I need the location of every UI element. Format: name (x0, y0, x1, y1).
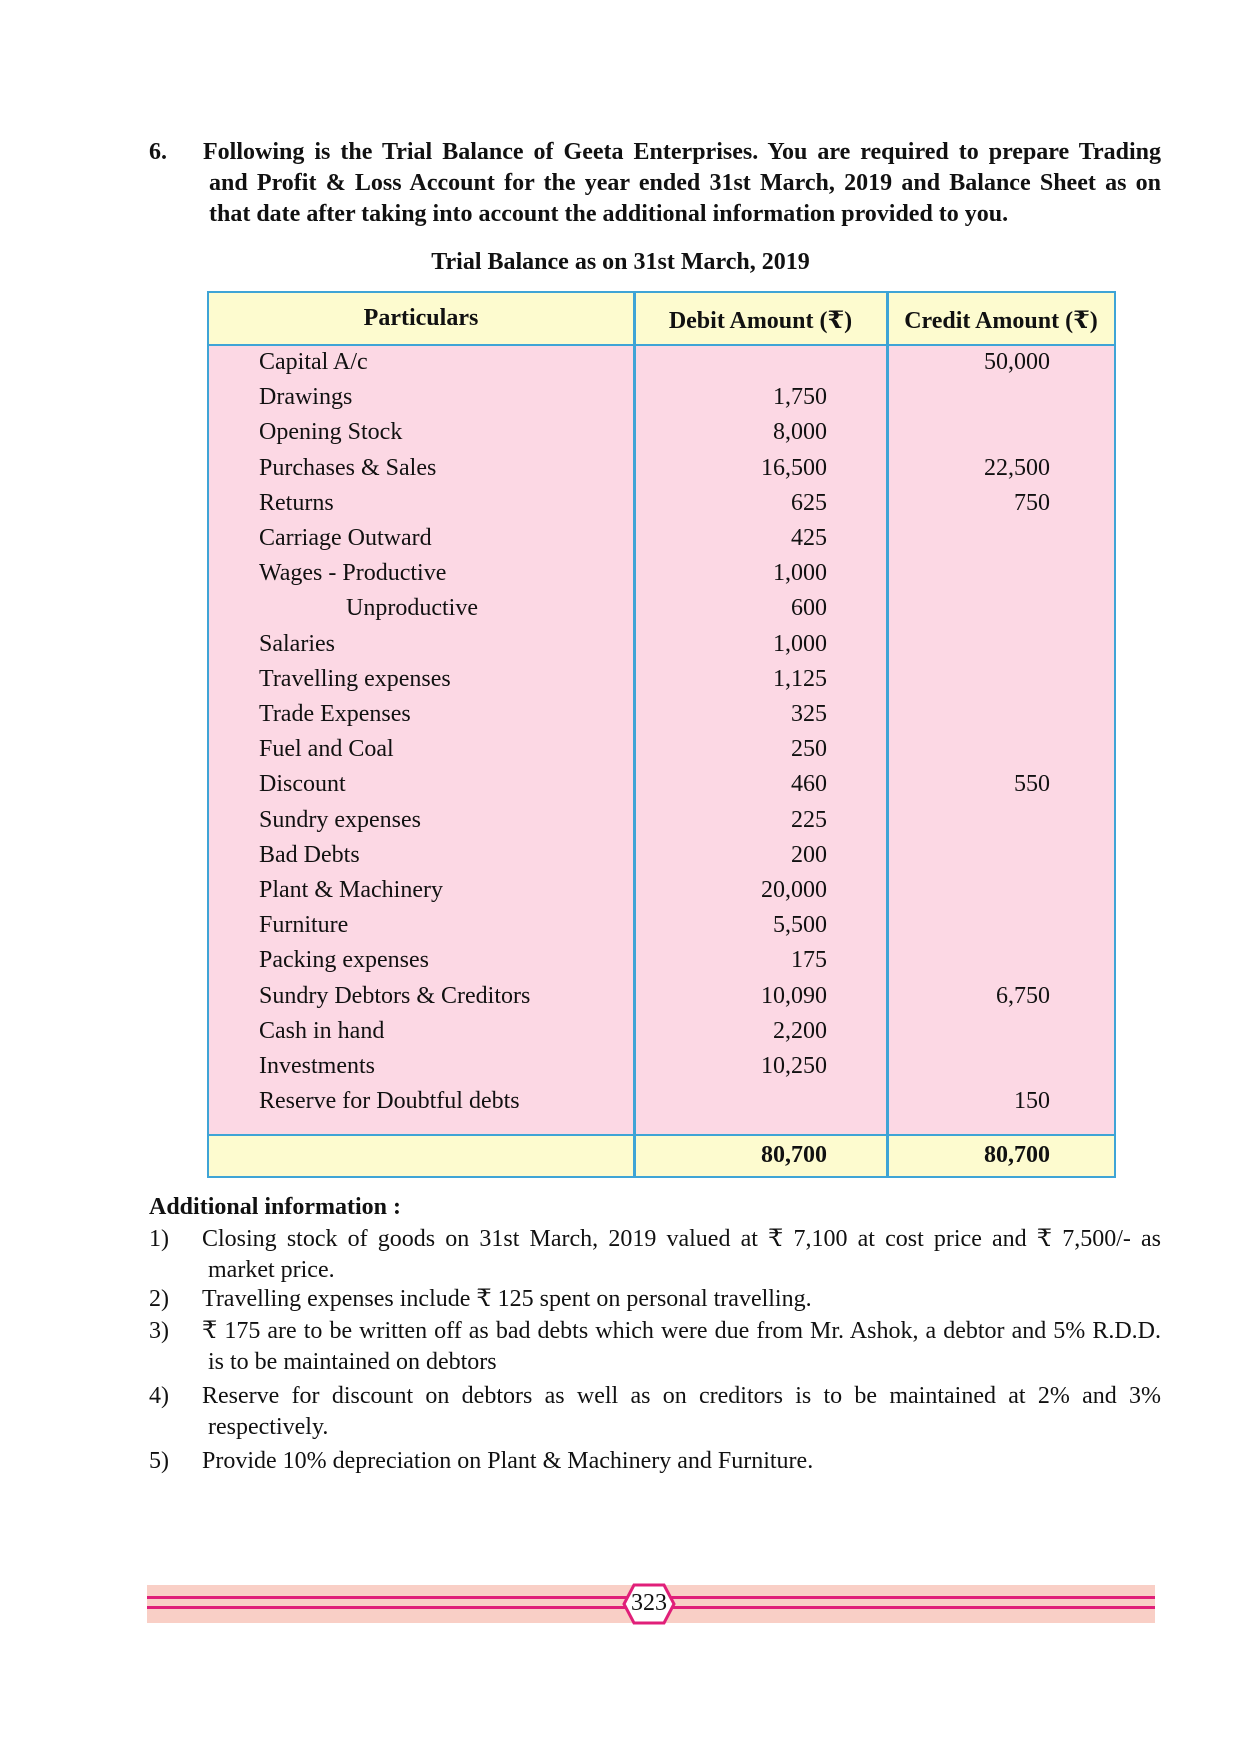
table-row (209, 628, 1114, 663)
cell-credit: 750 (1014, 489, 1050, 516)
table-row (209, 980, 1114, 1015)
cell-credit: 6,750 (996, 982, 1050, 1009)
cell-particulars: Bad Debts (259, 841, 360, 868)
cell-particulars: Unproductive (346, 595, 478, 622)
cell-particulars: Furniture (259, 912, 349, 939)
table-row (209, 487, 1114, 522)
table-row (209, 1015, 1114, 1050)
table-row (209, 381, 1114, 416)
cell-debit: 1,000 (773, 560, 827, 587)
cell-debit: 200 (791, 841, 827, 868)
cell-credit: 150 (1014, 1088, 1050, 1115)
cell-credit: 550 (1014, 771, 1050, 798)
column-divider (633, 293, 636, 1176)
cell-debit: 225 (791, 806, 827, 833)
cell-debit: 1,750 (773, 384, 827, 411)
column-divider (886, 293, 889, 1176)
table-row (209, 346, 1114, 381)
page-number-badge (614, 1582, 684, 1626)
table-row (209, 522, 1114, 557)
table-row (209, 733, 1114, 768)
table-row (209, 909, 1114, 944)
table-row (209, 557, 1114, 592)
cell-particulars: Cash in hand (259, 1017, 385, 1044)
question-line: that date after taking into account the additional information provided to you. (209, 201, 1009, 227)
cell-particulars: Trade Expenses (259, 701, 411, 727)
cell-particulars: Carriage Outward (259, 525, 432, 551)
cell-particulars: Returns (259, 489, 334, 516)
info-number: 4) (149, 1383, 169, 1409)
cell-particulars: Investments (259, 1053, 375, 1079)
table-row (209, 698, 1114, 733)
cell-credit: 22,500 (984, 454, 1050, 481)
cell-particulars: Salaries (259, 630, 335, 657)
table-row (209, 452, 1114, 487)
cell-debit: 460 (791, 771, 827, 798)
cell-particulars: Wages - Productive (259, 560, 447, 587)
table-totals-row (209, 1134, 1114, 1176)
info-number: 2) (149, 1286, 169, 1312)
header-debit: Debit Amount (₹) (668, 308, 853, 334)
cell-debit: 1,125 (773, 665, 827, 692)
question-number: 6. (149, 139, 167, 165)
trial-balance-table (207, 291, 1116, 1178)
table-row (209, 416, 1114, 451)
cell-credit: 50,000 (984, 349, 1050, 375)
cell-particulars: Sundry expenses (259, 806, 421, 833)
total-debit: 80,700 (761, 1142, 827, 1168)
cell-debit: 325 (791, 701, 827, 727)
table-header (209, 293, 1114, 346)
cell-particulars: Discount (259, 771, 346, 798)
page-number: 323 (631, 1590, 667, 1616)
cell-debit: 10,090 (761, 982, 827, 1009)
cell-debit: 8,000 (773, 419, 827, 446)
cell-debit: 425 (791, 525, 827, 551)
table-row (209, 1050, 1114, 1085)
cell-debit: 20,000 (761, 877, 827, 903)
cell-debit: 625 (791, 489, 827, 516)
cell-particulars: Sundry Debtors & Creditors (259, 982, 531, 1009)
cell-debit: 2,200 (773, 1017, 827, 1044)
total-credit: 80,700 (984, 1142, 1050, 1168)
info-line: Travelling expenses include ₹ 125 spent on personal travelling. (202, 1286, 812, 1312)
table-row (209, 944, 1114, 979)
info-line: respectively. (208, 1414, 329, 1440)
table-row (209, 839, 1114, 874)
cell-particulars: Opening Stock (259, 419, 403, 446)
header-particulars: Particulars (363, 305, 479, 331)
table-row (209, 768, 1114, 803)
question-line: Following is the Trial Balance of Geeta Enterprises. You are required to prepare Trading (203, 139, 1161, 165)
trial-balance-title: Trial Balance as on 31st March, 2019 (431, 249, 810, 275)
table-row (209, 804, 1114, 839)
cell-debit: 16,500 (761, 454, 827, 481)
cell-particulars: Reserve for Doubtful debts (259, 1088, 520, 1115)
info-line: ₹ 175 are to be written off as bad debts which were due from Mr. Ashok, a debtor and 5% R.D.D. (202, 1318, 1161, 1344)
info-line: Reserve for discount on debtors as well as on creditors is to be maintained at 2% and 3% (202, 1383, 1161, 1409)
table-row (209, 663, 1114, 698)
cell-particulars: Plant & Machinery (259, 877, 443, 903)
cell-particulars: Purchases & Sales (259, 454, 437, 481)
table-row (209, 874, 1114, 909)
cell-particulars: Travelling expenses (259, 665, 451, 692)
cell-particulars: Fuel and Coal (259, 736, 394, 763)
header-credit: Credit Amount (₹) (904, 308, 1098, 334)
table-row (209, 592, 1114, 627)
cell-debit: 600 (791, 595, 827, 622)
cell-particulars: Packing expenses (259, 947, 429, 974)
additional-heading: Additional information : (149, 1194, 402, 1220)
cell-debit: 10,250 (761, 1053, 827, 1079)
info-number: 1) (149, 1226, 169, 1252)
cell-particulars: Capital A/c (259, 349, 368, 375)
cell-debit: 250 (791, 736, 827, 763)
cell-debit: 1,000 (773, 630, 827, 657)
question-line: and Profit & Loss Account for the year ended 31st March, 2019 and Balance Sheet as on (209, 170, 1161, 196)
info-number: 3) (149, 1318, 169, 1344)
cell-debit: 5,500 (773, 912, 827, 939)
cell-debit: 175 (791, 947, 827, 974)
cell-particulars: Drawings (259, 384, 353, 411)
info-line: Closing stock of goods on 31st March, 2019 valued at ₹ 7,100 at cost price and ₹ 7,500/- as (202, 1226, 1161, 1252)
info-number: 5) (149, 1448, 169, 1474)
question-text (203, 137, 1161, 230)
info-line: is to be maintained on debtors (208, 1349, 497, 1375)
info-line: market price. (208, 1257, 335, 1283)
table-row (209, 1085, 1114, 1120)
info-line: Provide 10% depreciation on Plant & Machinery and Furniture. (202, 1448, 814, 1474)
